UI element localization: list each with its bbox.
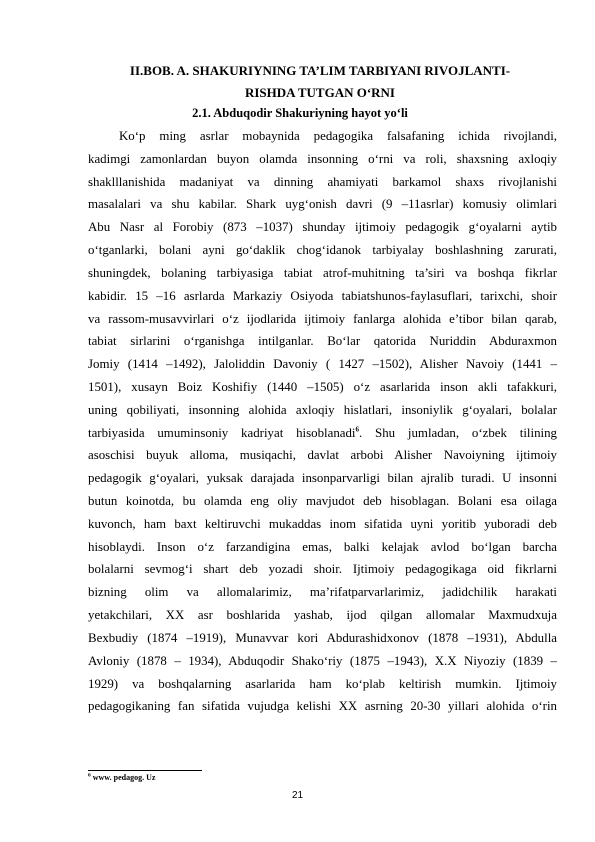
text-line: shaklllanishida madaniyat va dinning ahamiyati barkamol shaxs rivojlanishi xyxy=(88,174,557,189)
text-line: hisoblaydi. Inson o‘z farzandigina emas, balki kelajak avlod bo‘lgan barcha xyxy=(88,539,557,554)
text-line: butun koinotda, bu olamda eng oliy mavjudot deb hisoblagan. Bolani esa oilaga xyxy=(88,494,557,508)
text-line: masalalari va shu kabilar. Shark uyg‘onish davri (9 –11asrlar) komusiy olimlari xyxy=(88,197,557,212)
text-line-head: tarbiyasida umuminsoniy kadriyat hisoblanadi xyxy=(88,425,356,440)
text-line: va rassom-musavvirlari o‘z ijodlarida ijtimoiy fanlarga alohida e’tibor bilan qarab, xyxy=(88,311,557,326)
text-line: shuningdek, bolaning tarbiyasiga tabiat atrof-muhitning ta’siri va boshqa fikrlar xyxy=(88,265,557,280)
text-line-with-footnote xyxy=(88,422,557,445)
text-line: pedagogikaning fan sifatida vujudga kelishi XX asrning 20-30 yillari alohida o‘rin xyxy=(88,699,557,714)
text-line: yetakchilari, XX asr boshlarida yashab, ijod qilgan allomalar Maxmudxuja xyxy=(88,608,557,623)
chapter-title-line-1: II.BOB. A. SHAKURIYNING TA’LIM TARBIYANI RIVOJLANTI- xyxy=(129,63,511,78)
footnote xyxy=(88,773,155,782)
footnote-reference[interactable]: 6 xyxy=(355,425,360,434)
page-number: 21 xyxy=(291,790,304,801)
text-line: Bexbudiy (1874 –1919), Munavvar kori Abdurashidxonov (1878 –1931), Abdulla xyxy=(88,630,557,645)
text-line: Ko‘p ming asrlar mobaynida pedagogika falsafaning ichida rivojlandi, xyxy=(119,129,557,143)
footnote-number: 6 xyxy=(88,772,91,779)
footnote-text: www. pedagog. Uz xyxy=(90,773,156,782)
text-line: 1501), xusayn Boiz Koshifiy (1440 –1505) o‘z asarlarida inson akli tafakkuri, xyxy=(88,379,557,394)
text-line: 1929) va boshqalarning asarlarida ham ko‘plab keltirish mumkin. Ijtimoiy xyxy=(88,676,557,691)
text-line: tabiat sirlarini o‘rganishga intilganlar. Bo‘lar qatorida Nuriddin Abduraxmon xyxy=(88,334,557,349)
text-line: Jomiy (1414 –1492), Jaloliddin Davoniy ( 1427 –1502), Alisher Navoiy (1441 – xyxy=(88,357,557,372)
section-title: 2.1. Abduqodir Shakuriyning hayot yo‘li xyxy=(192,106,408,120)
text-line: asoschisi buyuk alloma, musiqachi, davlat arbobi Alisher Navoiyning ijtimoiy xyxy=(88,448,557,463)
text-line: Abu Nasr al Forobiy (873 –1037) shunday ijtimoiy pedagogik g‘oyalarni aytib xyxy=(88,220,557,235)
text-line: kabidir. 15 –16 asrlarda Markaziy Osiyoda tabiatshunos-faylasuflari, tarixchi, shoir xyxy=(88,288,557,303)
chapter-title-line-2: RISHDA TUTGAN O‘RNI xyxy=(244,85,395,100)
text-line: kuvonch, ham baxt keltiruvchi mukaddas inom sifatida uyni yoritib yuboradi deb xyxy=(88,516,557,531)
text-line: bizning olim va allomalarimiz, ma’rifatparvarlarimiz, jadidchilik harakati xyxy=(88,585,557,600)
text-line-tail: . Shu jumladan, o‘zbek tilining xyxy=(359,425,557,440)
footnote-separator xyxy=(88,770,202,771)
text-line: o‘tganlarki, bolani ayni go‘daklik chog‘idanok tarbiyalay boshlashning zarurati, xyxy=(88,243,557,258)
text-line: Avloniy (1878 – 1934), Abduqodir Shako‘riy (1875 –1943), X.X Niyoziy (1839 – xyxy=(88,653,557,668)
text-line: uning qobiliyati, insonning alohida axloqiy hislatlari, insoniylik g‘oyalari, bolalar xyxy=(88,402,557,417)
body-paragraph xyxy=(88,125,557,718)
text-line: kadimgi zamonlardan buyon olamda insonning o‘rni va roli, shaxsning axloqiy xyxy=(88,151,557,166)
text-line: pedagogik g‘oyalari, yuksak darajada insonparvarligi bilan ajralib turadi. U insonni xyxy=(88,471,557,486)
text-line: bolalarni sevmog‘i shart deb yozadi shoir. Ijtimoiy pedagogikaga oid fikrlarni xyxy=(88,562,557,577)
